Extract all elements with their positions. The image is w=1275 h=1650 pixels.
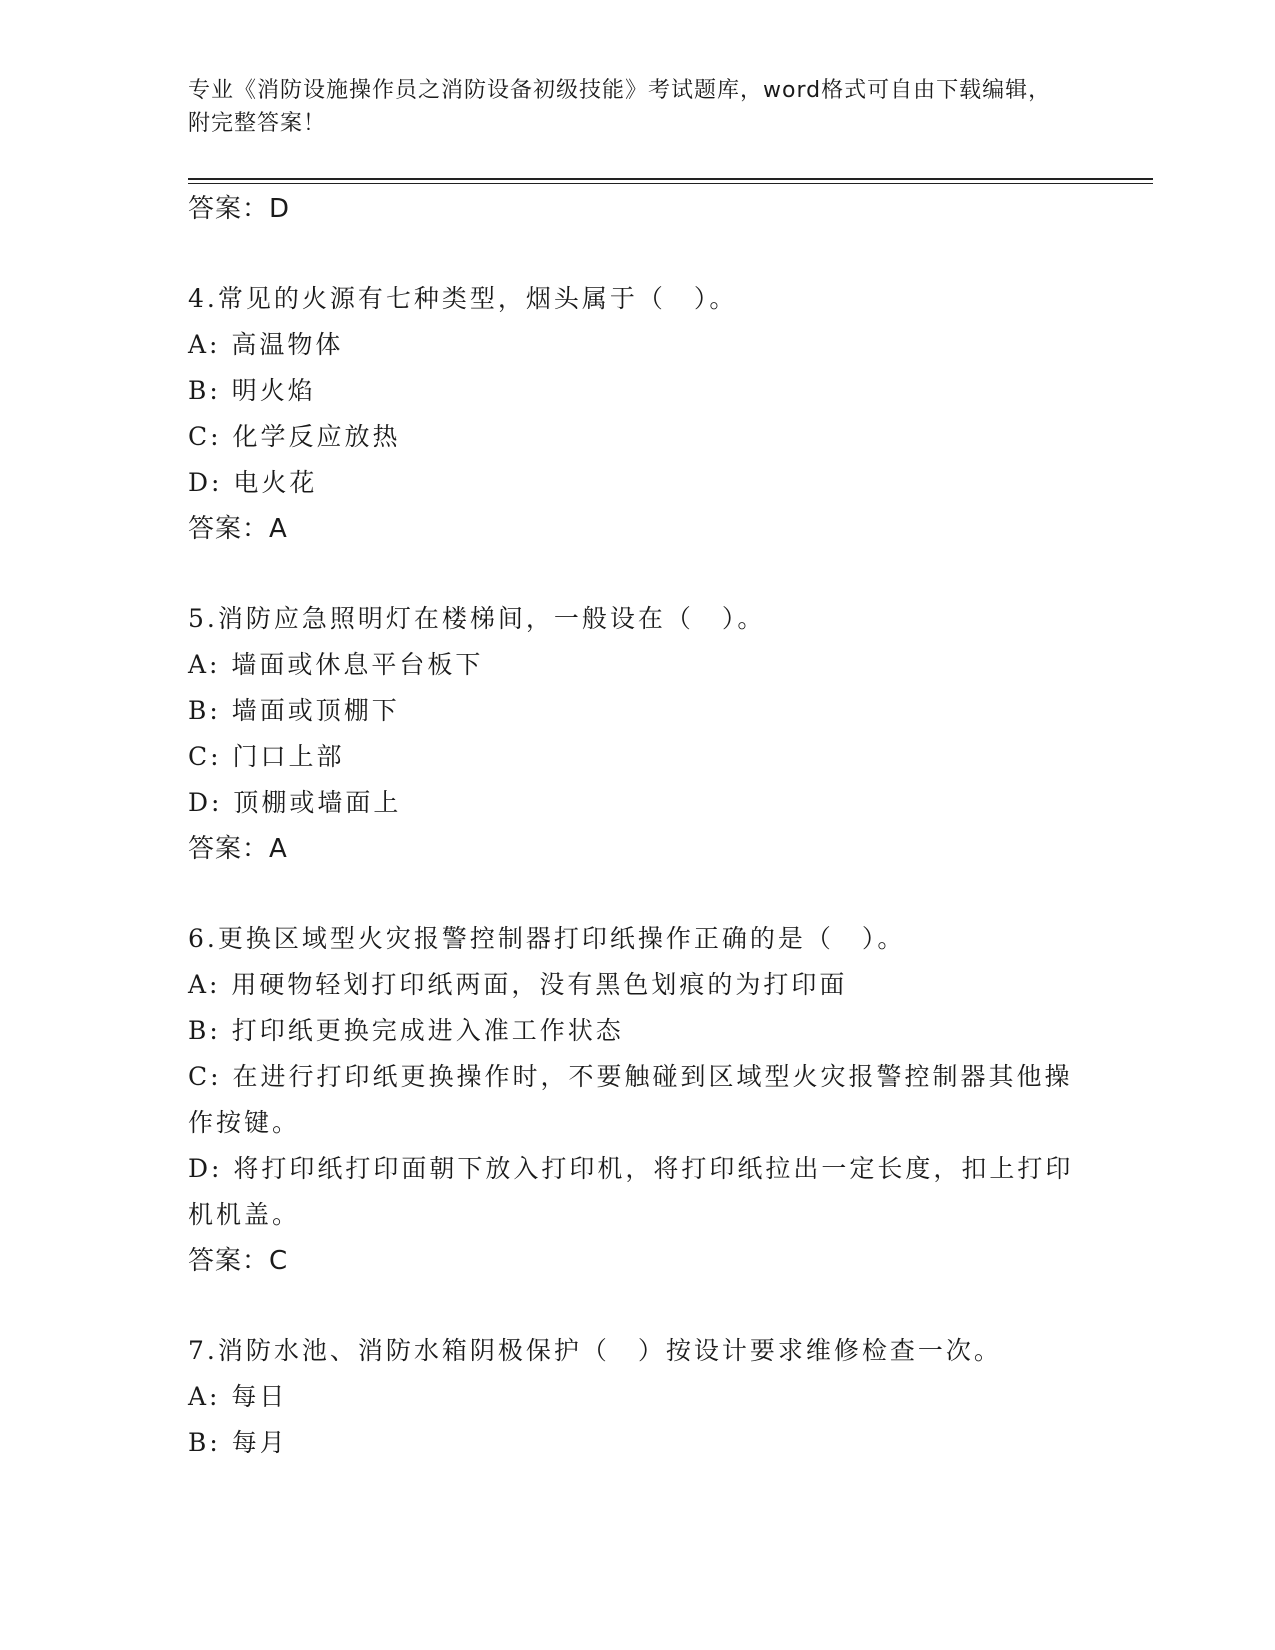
option-a: A: 用硬物轻划打印纸两面，没有黑色划痕的为打印面 <box>188 970 848 999</box>
document-header: 专业《消防设施操作员之消防设备初级技能》考试题库，word格式可自由下载编辑，附完整答案！ <box>188 78 1052 136</box>
answer-line: 答案：A <box>188 514 288 544</box>
question-4 <box>188 276 1088 552</box>
spacer <box>188 872 1088 916</box>
question-list <box>188 186 1088 1466</box>
option-b: B: 打印纸更换完成进入准工作状态 <box>188 1016 624 1045</box>
option-d: D: 将打印纸打印面朝下放入打印机，将打印纸拉出一定长度，扣上打印机机盖。 <box>188 1154 1074 1229</box>
option-a: A: 每日 <box>188 1382 288 1411</box>
option-a: A: 墙面或休息平台板下 <box>188 650 484 679</box>
question-5 <box>188 596 1088 872</box>
option-d: D: 顶棚或墙面上 <box>188 788 402 817</box>
answer-line: 答案：D <box>188 194 291 224</box>
option-b: B: 每月 <box>188 1428 288 1457</box>
spacer <box>188 1284 1088 1328</box>
spacer <box>188 232 1088 276</box>
header-rule-thick <box>188 178 1153 180</box>
option-b: B: 明火焰 <box>188 376 316 405</box>
option-d: D: 电火花 <box>188 468 318 497</box>
option-c: C: 在进行打印纸更换操作时，不要触碰到区域型火灾报警控制器其他操作按键。 <box>188 1062 1073 1137</box>
option-b: B: 墙面或顶棚下 <box>188 696 400 725</box>
option-c: C: 门口上部 <box>188 742 345 771</box>
question-stem: 6.更换区域型火灾报警控制器打印纸操作正确的是（ ）。 <box>188 924 906 953</box>
answer-line: 答案：A <box>188 834 288 864</box>
answer-line: 答案：C <box>188 1246 289 1276</box>
question-stem: 7.消防水池、消防水箱阴极保护（ ）按设计要求维修检查一次。 <box>188 1336 1002 1365</box>
option-a: A: 高温物体 <box>188 330 344 359</box>
option-c: C: 化学反应放热 <box>188 422 401 451</box>
question-6 <box>188 916 1088 1284</box>
spacer <box>188 552 1088 596</box>
header-rule-thin <box>188 183 1153 184</box>
question-7 <box>188 1328 1088 1466</box>
question-stem: 5.消防应急照明灯在楼梯间，一般设在（ ）。 <box>188 604 766 633</box>
question-stem: 4.常见的火源有七种类型，烟头属于（ ）。 <box>188 284 738 313</box>
